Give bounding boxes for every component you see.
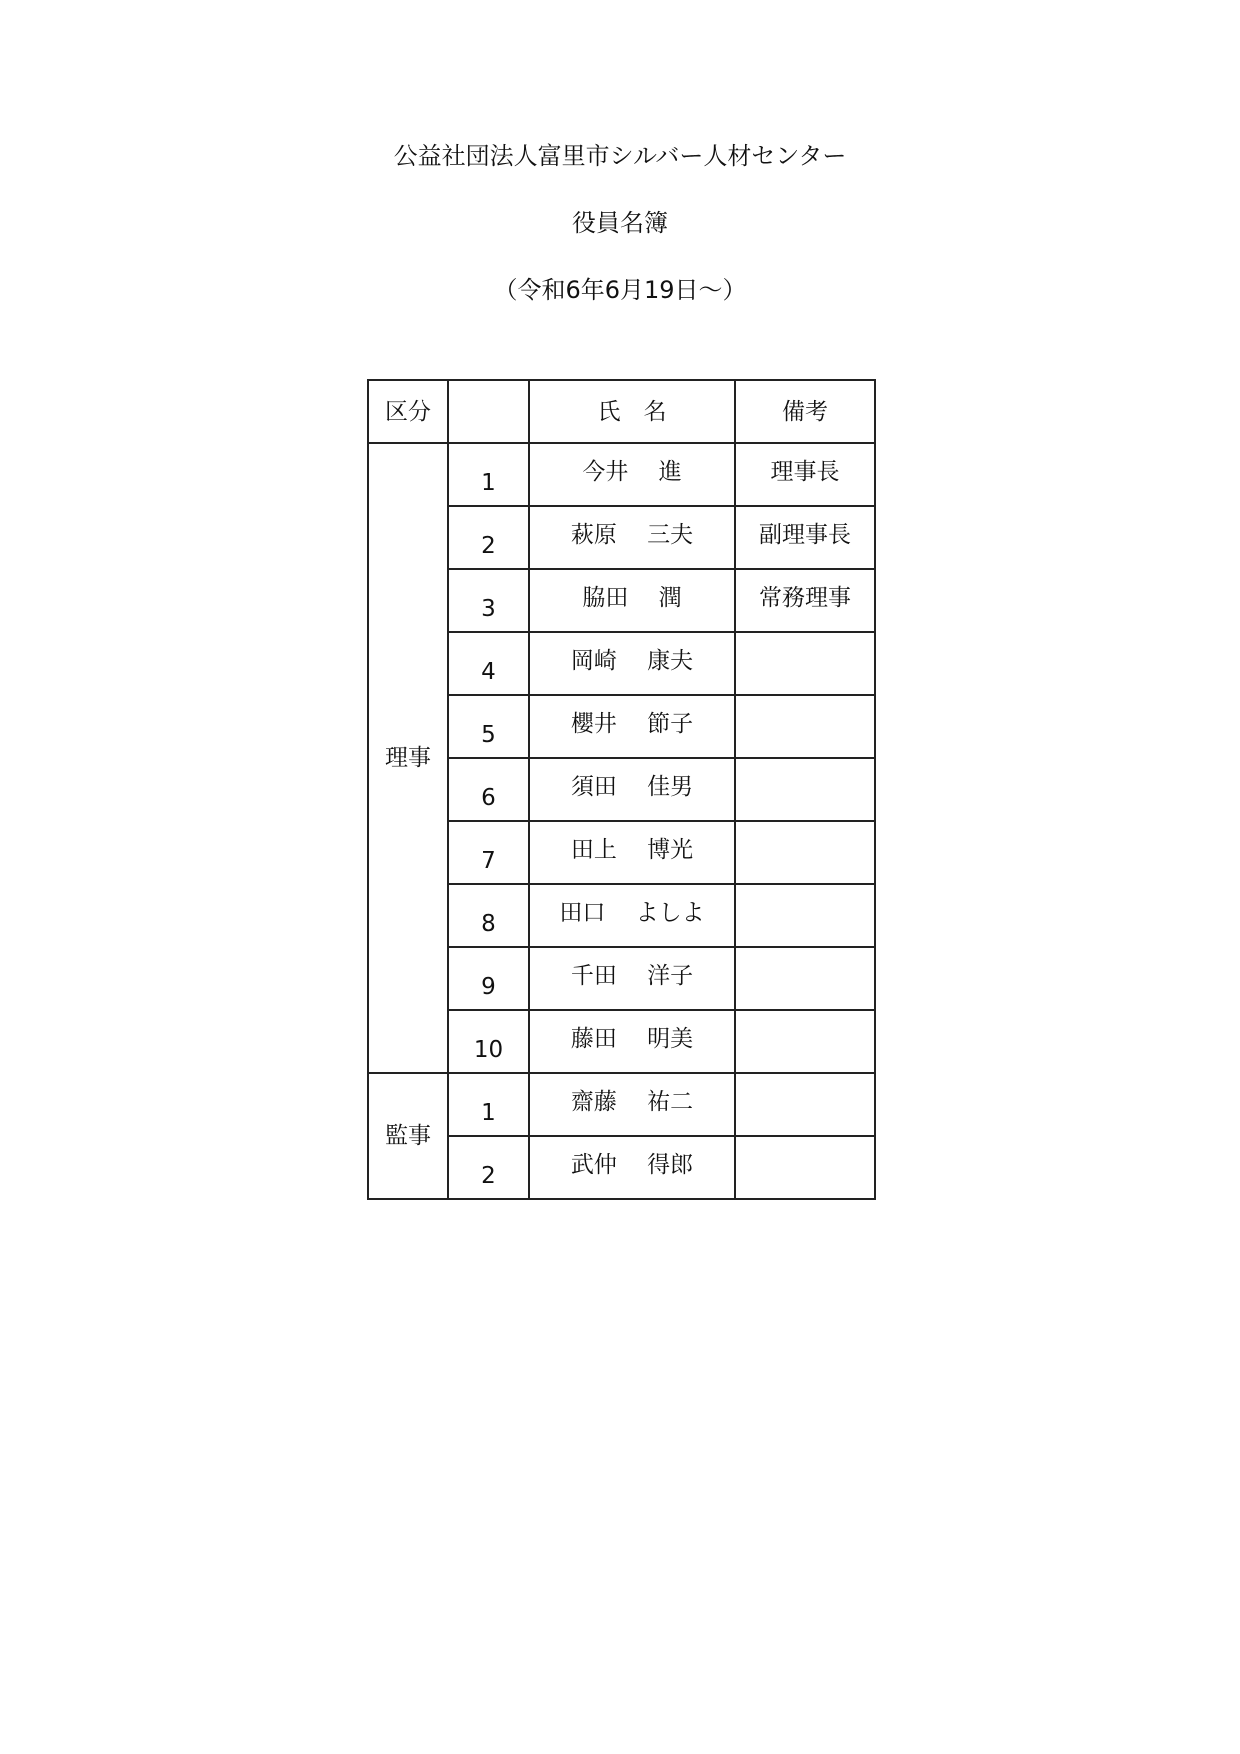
row-number: 8 <box>448 884 529 947</box>
officer-roster-table <box>367 379 876 1200</box>
officer-remarks <box>735 758 875 821</box>
officer-remarks: 副理事長 <box>735 506 875 569</box>
officer-name: 千田 洋子 <box>529 947 735 1010</box>
row-number: 10 <box>448 1010 529 1073</box>
header-name: 氏 名 <box>529 380 735 443</box>
officer-name: 岡崎 康夫 <box>529 632 735 695</box>
row-number: 2 <box>448 506 529 569</box>
category-auditors: 監事 <box>368 1073 448 1199</box>
row-number: 1 <box>448 1073 529 1136</box>
table-row <box>368 1073 875 1136</box>
officer-remarks <box>735 1136 875 1199</box>
officer-remarks <box>735 1010 875 1073</box>
header-number <box>448 380 529 443</box>
row-number: 1 <box>448 443 529 506</box>
officer-name: 櫻井 節子 <box>529 695 735 758</box>
officer-name: 脇田 潤 <box>529 569 735 632</box>
officer-name: 須田 佳男 <box>529 758 735 821</box>
officer-remarks: 常務理事 <box>735 569 875 632</box>
table-row <box>368 443 875 506</box>
officer-name: 萩原 三夫 <box>529 506 735 569</box>
header-category: 区分 <box>368 380 448 443</box>
row-number: 3 <box>448 569 529 632</box>
document-title: 役員名簿 <box>572 209 668 237</box>
officer-remarks: 理事長 <box>735 443 875 506</box>
officer-name: 今井 進 <box>529 443 735 506</box>
officer-name: 藤田 明美 <box>529 1010 735 1073</box>
officer-remarks <box>735 1073 875 1136</box>
effective-date: （令和6年6月19日～） <box>493 276 747 304</box>
officer-remarks <box>735 947 875 1010</box>
category-directors: 理事 <box>368 443 448 1073</box>
officer-remarks <box>735 632 875 695</box>
row-number: 6 <box>448 758 529 821</box>
table-header-row <box>368 380 875 443</box>
row-number: 5 <box>448 695 529 758</box>
row-number: 4 <box>448 632 529 695</box>
officer-name: 田上 博光 <box>529 821 735 884</box>
header-remarks: 備考 <box>735 380 875 443</box>
officer-remarks <box>735 884 875 947</box>
row-number: 9 <box>448 947 529 1010</box>
officer-name: 齋藤 祐二 <box>529 1073 735 1136</box>
organization-name: 公益社団法人富里市シルバー人材センター <box>393 142 847 170</box>
row-number: 7 <box>448 821 529 884</box>
officer-remarks <box>735 695 875 758</box>
officer-name: 田口 よしよ <box>529 884 735 947</box>
row-number: 2 <box>448 1136 529 1199</box>
officer-remarks <box>735 821 875 884</box>
officer-name: 武仲 得郎 <box>529 1136 735 1199</box>
